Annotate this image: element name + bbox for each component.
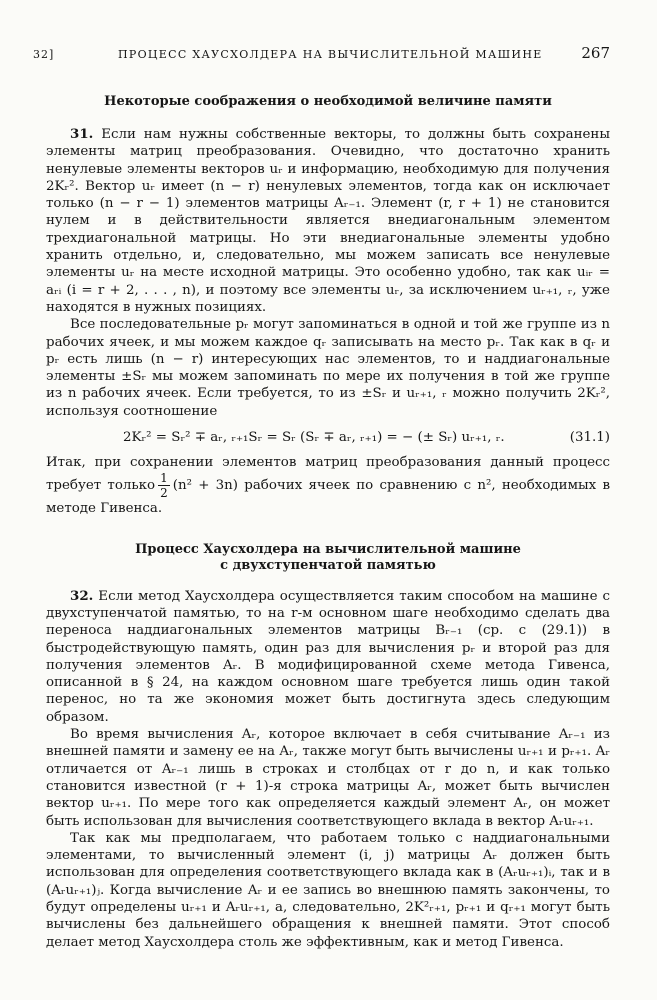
equation-number: (31.1) [569, 430, 610, 446]
fraction-denominator: 2 [160, 486, 168, 501]
paragraph-31-2: Все последовательные pᵣ могут запоминаться в одной и той же группе из n рабочих ячеек, и мы можем каждое qᵣ записывать на место pᵣ. Так как в qᵣ и pᵣ есть лишь (n − r) интересующих нас элементов, то и наддиагональные элементы ±Sᵣ мы можем запоминать по мере их получения в той же группе из n рабочих ячеек. Если требуется, то из ±Sᵣ и uᵣ₊₁, ᵣ можно получить 2Kᵣ², используя соотношение [46, 317, 610, 419]
paragraph-32-1-text: Если метод Хаусхолдера осуществляется таким способом на машине с двухступенчатой памятью, то на r-м основном шаге необходимо сделать два переноса наддиагональных элементов матрицы Bᵣ₋₁ (ср. с (29.1)) в быстродействующую память, один раз для вычисления pᵣ и второй раз для получения элементов Aᵣ. В модифицированной схеме метода Гивенса, описанной в § 24, на каждом основном шаге требуется лишь один такой перенос, но та же экономия может быть достигнута здесь следующим образом. [46, 588, 610, 725]
paragraph-32-3: Так как мы предполагаем, что работаем только с наддиагональными элементами, то вычисленный элемент (i, j) матрицы Aᵣ должен быть использован для определения соответствующего вклада как в (Aᵣuᵣ₊₁)ᵢ, так и в (Aᵣuᵣ₊₁)ⱼ. Когда вычисление Aᵣ и ее запись во внешнюю память закончены, то будут определены uᵣ₊₁ и Aᵣuᵣ₊₁, а, следовательно, 2K²ᵣ₊₁, pᵣ₊₁ и qᵣ₊₁ могут быть вычислены без дальнейшего обращения к внешней памяти. Этот способ делает метод Хаусхолдера столь же эффективным, как и метод Гивенса. [46, 830, 610, 950]
paragraph-31-1 [46, 126, 610, 316]
book-page [33, 44, 611, 951]
paragraph-31-3-after: (n² + 3n) рабочих ячеек по сравнению с n², необходимых в методе Гивенса. [46, 478, 610, 517]
header-section-ref: 32] [33, 48, 55, 61]
running-header [33, 44, 610, 74]
paragraph-32-2: Во время вычисления Aᵣ, которое включает в себя считывание Aᵣ₋₁ из внешней памяти и замену ее на Aᵣ, также могут быть вычислены uᵣ₊₁ и pᵣ₊₁. Aᵣ отличается от Aᵣ₋₁ лишь в строках и столбцах от r до n, и как только становится известной (r + 1)-я строка матрицы Aᵣ, может быть вычислен вектор uᵣ₊₁. По мере того как определяется каждый элемент Aᵣ, он может быть использован для вычисления соответствующего вклада в вектор Aᵣuᵣ₊₁. [46, 727, 610, 829]
paragraph-32-1 [46, 588, 610, 726]
item-number-32: 32. [70, 587, 94, 604]
paragraph-31-3 [46, 454, 610, 518]
paragraph-31-3-before: Итак, при сохранении элементов матриц преобразования данный процесс требует только [46, 455, 610, 494]
fraction-numerator: 1 [160, 471, 168, 486]
section-heading-two-level-line1: Процесс Хаусхолдера на вычислительной машине [135, 541, 521, 557]
equation-31-1 [46, 426, 610, 450]
item-number-31: 31. [70, 126, 94, 142]
section-heading-two-level-line2: с двухступенчатой памятью [220, 557, 436, 573]
section-heading-memory: Некоторые соображения о необходимой величине памяти [104, 94, 552, 109]
equation-formula: 2Kᵣ² = Sᵣ² ∓ aᵣ, ᵣ₊₁Sᵣ = Sᵣ (Sᵣ ∓ aᵣ, ᵣ₊₁) = − (± Sᵣ) uᵣ₊₁, ᵣ. [123, 430, 505, 446]
fraction-one-half [158, 471, 170, 500]
paragraph-31-1-text: Если нам нужны собственные векторы, то должны быть сохранены элементы матриц преобразования. Очевидно, что достаточно хранить ненулевые элементы векторов uᵣ и информацию, необходимую для получения 2Kᵣ². Вектор uᵣ имеет (n − r) ненулевых элементов, тогда как он исключает только (n − r − 1) элементов матрицы Aᵣ₋₁. Элемент (r, r + 1) не становится нулем и в действительности является внедиагональным элементом трехдиагональной матрицы. Но эти внедиагональные элементы удобно хранить отдельно, и, следовательно, мы можем записать все ненулевые элементы uᵣ на месте исходной матрицы. Это особенно удобно, так как uᵢᵣ = aᵣᵢ (i = r + 2, . . . , n), и поэтому все элементы uᵣ, за исключением uᵣ₊₁, ᵣ, уже находятся в нужных позициях. [46, 127, 611, 315]
header-running-title: ПРОЦЕСС ХАУСХОЛДЕРА НА ВЫЧИСЛИТЕЛЬНОЙ МАШИНЕ [118, 48, 543, 61]
page-number: 267 [581, 44, 610, 62]
